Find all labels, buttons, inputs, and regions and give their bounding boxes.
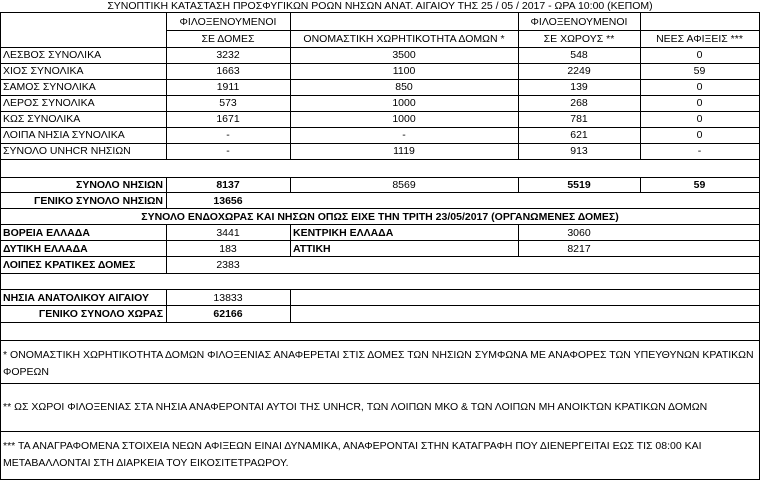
row-capacity: 1100	[392, 65, 416, 77]
row-arrivals: 59	[693, 65, 706, 77]
row-spaces: 548	[570, 49, 588, 61]
east-aegean-value: 13833	[213, 292, 243, 304]
country-total-label: ΓΕΝΙΚΟ ΣΥΝΟΛΟ ΧΩΡΑΣ	[38, 308, 163, 320]
mainland-section-header: ΣΥΝΟΛΟ ΕΝΔΟΧΩΡΑΣ ΚΑΙ ΝΗΣΩΝ ΟΠΩΣ ΕΙΧΕ ΤΗΝ ΤΡΙΤΗ 23/05/2017 (ΟΡΓΑΝΩΜΕΝΕΣ ΔΟΜΕΣ)	[141, 211, 619, 223]
row-capacity: 1000	[392, 97, 416, 109]
row-structures: 573	[219, 97, 237, 109]
west-greece-label: ΔΥΤΙΚΗ ΕΛΛΑΔΑ	[3, 243, 88, 255]
other-state-structures-value: 2383	[216, 259, 240, 271]
total-islands-arrivals: 59	[693, 179, 706, 191]
grid-line	[0, 305, 760, 306]
row-arrivals: -	[697, 145, 702, 157]
header-arrivals: ΝΕΕΣ ΑΦΙΞΕΙΣ ***	[656, 33, 743, 45]
row-structures: 1911	[216, 81, 240, 93]
grand-total-islands-label: ΓΕΝΙΚΟ ΣΥΝΟΛΟ ΝΗΣΙΩΝ	[34, 195, 163, 207]
footnote-capacity: * ΟΝΟΜΑΣΤΙΚΗ ΧΩΡΗΤΙΚΟΤΗΤΑ ΔΟΜΩΝ ΦΙΛΟΞΕΝΙΑΣ ΑΝΑΦΕΡΕΤΑΙ ΣΤΙΣ ΔΟΜΕΣ ΤΩΝ ΝΗΣΙΩΝ ΣΥΜΦΩΝΑ ΜΕ ΑΝΑΦΟΡΕΣ ΤΩΝ ΥΠΕΥΘΥΝΩΝ ΚΡΑΤΙΚΩΝ ΦΟΡΕΩΝ	[3, 349, 754, 378]
row-structures: -	[226, 145, 230, 157]
row-capacity: 1000	[392, 113, 416, 125]
grid-line	[0, 322, 760, 323]
row-structures: -	[226, 129, 230, 141]
row-name: ΛΕΣΒΟΣ ΣΥΝΟΛΙΚΑ	[3, 49, 102, 61]
row-name: ΣΑΜΟΣ ΣΥΝΟΛΙΚΑ	[3, 81, 96, 93]
east-aegean-label: ΝΗΣΙΑ ΑΝΑΤΟΛΙΚΟΥ ΑΙΓΑΙΟΥ	[3, 292, 149, 304]
row-spaces: 268	[570, 97, 588, 109]
row-structures: 1663	[216, 65, 240, 77]
row-structures: 3232	[216, 49, 240, 61]
row-name: ΚΩΣ ΣΥΝΟΛΙΚΑ	[3, 113, 81, 125]
row-name: ΛΕΡΟΣ ΣΥΝΟΛΙΚΑ	[3, 97, 95, 109]
row-spaces: 2249	[567, 65, 591, 77]
row-arrivals: 0	[696, 113, 703, 125]
row-arrivals: 0	[696, 97, 703, 109]
row-capacity: 850	[395, 81, 413, 93]
total-islands-spaces: 5519	[567, 179, 591, 191]
total-islands-capacity: 8569	[392, 179, 416, 191]
grid-line	[0, 208, 760, 209]
row-name: ΣΥΝΟΛΟ UNHCR ΝΗΣΙΩΝ	[3, 145, 131, 157]
report-title: ΣΥΝΟΠΤΙΚΗ ΚΑΤΑΣΤΑΣΗ ΠΡΟΣΦΥΓΙΚΩΝ ΡΟΩΝ ΝΗΣΩΝ ΑΝΑΤ. ΑΙΓΑΙΟΥ ΤΗΣ 25 / 05 / 2017 - ΩΡΑ 10:00 (ΚΕΠΟΜ)	[107, 0, 653, 12]
row-name: ΛΟΙΠΑ ΝΗΣΙΑ ΣΥΝΟΛΙΚΑ	[3, 129, 125, 141]
grid-line	[0, 431, 760, 432]
row-spaces: 913	[570, 145, 588, 157]
row-capacity: 1119	[393, 145, 415, 157]
west-greece-value: 183	[219, 243, 237, 255]
header-spaces-bottom: ΣΕ ΧΩΡΟΥΣ **	[543, 33, 615, 45]
attica-label: ΑΤΤΙΚΗ	[293, 243, 331, 255]
grid-line	[0, 256, 760, 257]
footnote-spaces: ** ΩΣ ΧΩΡΟΙ ΦΙΛΟΞΕΝΙΑΣ ΣΤΑ ΝΗΣΙΑ ΑΝΑΦΕΡΟΝΤΑΙ ΑΥΤΟΙ ΤΗΣ UNHCR, ΤΩΝ ΛΟΙΠΩΝ ΜΚΟ & ΤΩΝ ΛΟΙΠΩΝ ΜΗ ΑΝΟΙΚΤΩΝ ΚΡΑΤΙΚΩΝ ΔΟΜΩΝ	[3, 401, 708, 413]
grand-total-islands-value: 13656	[213, 195, 243, 207]
total-islands-label: ΣΥΝΟΛΟ ΝΗΣΙΩΝ	[76, 179, 163, 191]
header-structures-bottom: ΣΕ ΔΟΜΕΣ	[201, 33, 255, 45]
central-greece-label: ΚΕΝΤΡΙΚΗ ΕΛΛΑΔΑ	[293, 227, 394, 239]
grid-line	[290, 289, 291, 322]
row-structures: 1671	[216, 113, 240, 125]
header-capacity: ΟΝΟΜΑΣΤΙΚΗ ΧΩΡΗΤΙΚΟΤΗΤΑ ΔΟΜΩΝ *	[303, 33, 505, 45]
row-spaces: 139	[570, 81, 588, 93]
footnote-arrivals: *** ΤΑ ΑΝΑΓΡΑΦΟΜΕΝΑ ΣΤΟΙΧΕΙΑ ΝΕΩΝ ΑΦΙΞΕΩΝ ΕΙΝΑΙ ΔΥΝΑΜΙΚΑ, ΑΝΑΦΕΡΟΝΤΑΙ ΣΤΗΝ ΚΑΤΑΓΡΑΦΗ ΠΟΥ ΔΙΕΝΕΡΓΕΙΤΑΙ ΕΩΣ ΤΙΣ 08:00 ΚΑΙ ΜΕΤΑΒΑΛΛΟΝΤΑΙ ΣΤΗ ΔΙΑΡΚΕΙΑ ΤΟΥ ΕΙΚΟΣΙΤΕΤΡΑΩΡΟΥ.	[3, 440, 702, 469]
row-name: ΧΙΟΣ ΣΥΝΟΛΙΚΑ	[3, 65, 84, 77]
grid-line	[0, 12, 760, 13]
row-capacity: -	[402, 129, 406, 141]
attica-value: 8217	[567, 243, 591, 255]
grid-line	[0, 289, 760, 290]
grid-line	[166, 30, 760, 31]
central-greece-value: 3060	[567, 227, 591, 239]
row-arrivals: 0	[696, 129, 703, 141]
row-capacity: 3500	[392, 49, 416, 61]
total-islands-structures: 8137	[216, 179, 240, 191]
row-arrivals: 0	[696, 81, 703, 93]
grid-line	[0, 240, 760, 241]
grid-line	[0, 192, 760, 193]
country-total-value: 62166	[213, 308, 243, 320]
grid-line	[0, 224, 760, 225]
other-state-structures-label: ΛΟΙΠΕΣ ΚΡΑΤΙΚΕΣ ΔΟΜΕΣ	[3, 259, 136, 271]
grid-line	[0, 383, 760, 384]
row-spaces: 621	[570, 129, 588, 141]
grid-line	[0, 340, 760, 341]
header-spaces-top: ΦΙΛΟΞΕΝΟΥΜΕΝΟΙ	[530, 16, 628, 28]
grid-line	[0, 273, 760, 274]
north-greece-value: 3441	[216, 227, 240, 239]
grid-line	[0, 159, 760, 160]
row-arrivals: 0	[696, 49, 703, 61]
north-greece-label: ΒΟΡΕΙΑ ΕΛΛΑΔΑ	[3, 227, 90, 239]
header-structures-top: ΦΙΛΟΞΕΝΟΥΜΕΝΟΙ	[179, 16, 277, 28]
row-spaces: 781	[570, 113, 588, 125]
